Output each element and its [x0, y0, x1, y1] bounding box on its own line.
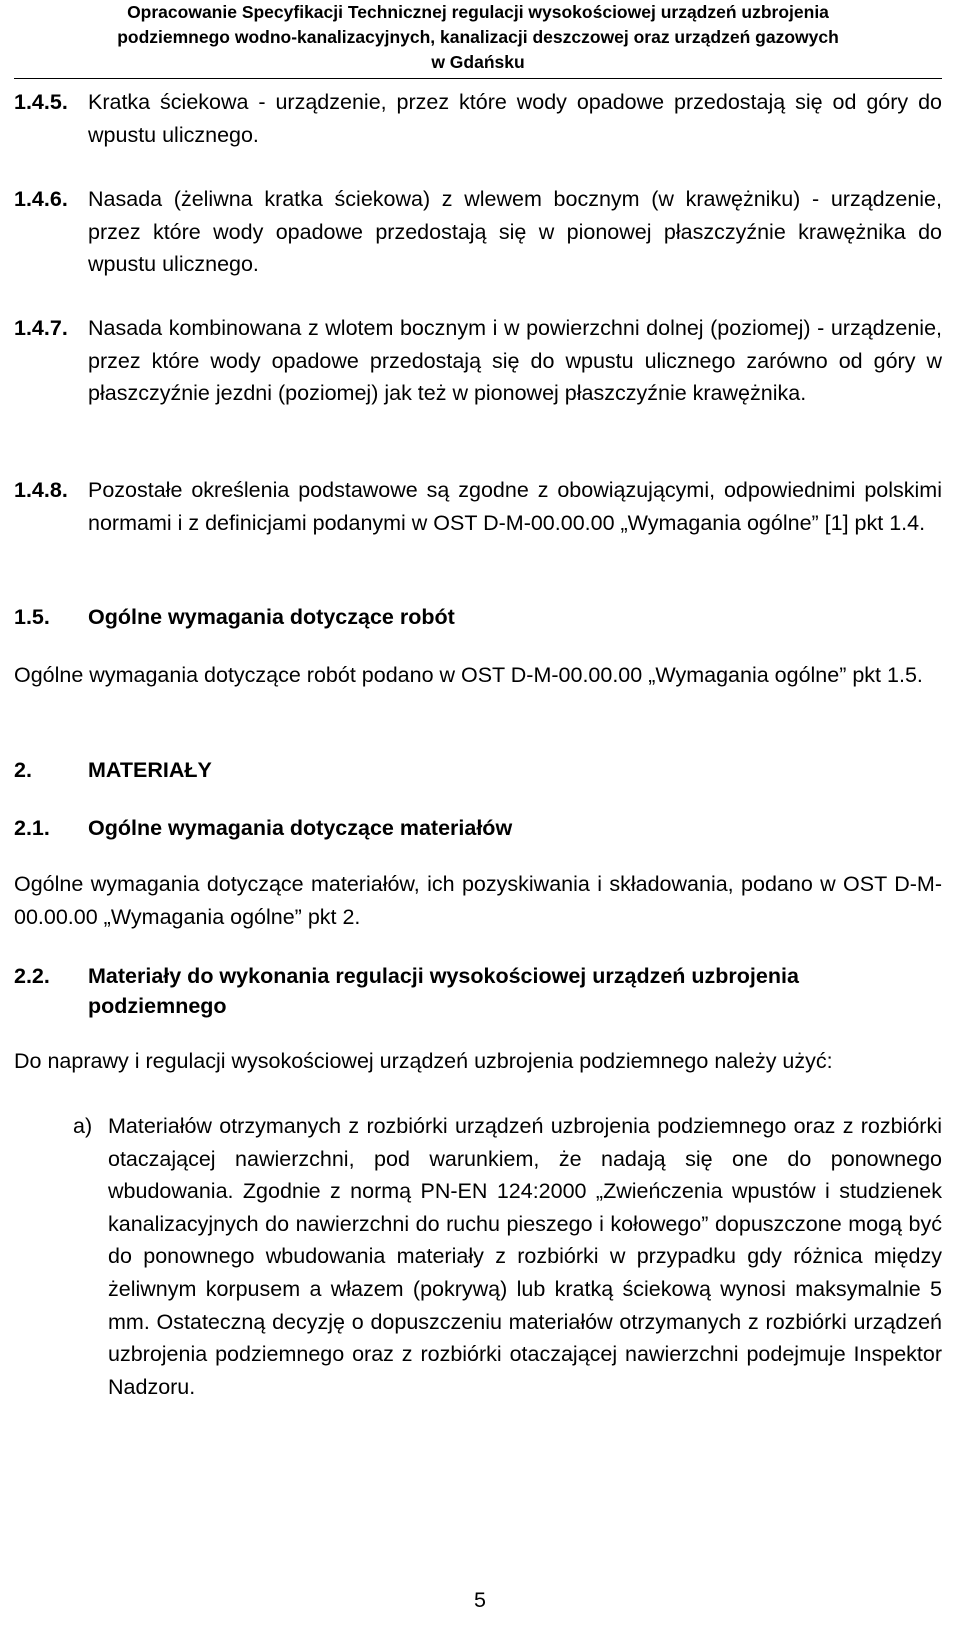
definition-text: Nasada kombinowana z wlotem bocznym i w powierzchni dolnej (poziomej) - urządzenie, przez które wody opadowe przedostają się do wpustu ulicznego zarówno od góry w płaszczyźnie jezdni (poziomej) jak też w pionowej płaszczyźnie krawężnika. — [88, 316, 942, 406]
section-number: 2. — [14, 758, 32, 782]
section-heading-1-5 — [14, 602, 942, 632]
section-title: Materiały do wykonania regulacji wysokościowej urządzeń uzbrojenia podziemnego — [88, 964, 799, 1018]
definition-number: 1.4.7. — [14, 316, 68, 340]
page-number: 5 — [474, 1588, 486, 1612]
section-number: 2.1. — [14, 816, 50, 840]
section-body-1-5: Ogólne wymagania dotyczące robót podano w OST D-M-00.00.00 „Wymagania ogólne” pkt 1.5. — [14, 663, 923, 687]
definition-1-4-6 — [14, 183, 942, 281]
definition-text: Pozostałe określenia podstawowe są zgodne z obowiązującymi, odpowiednimi polskimi normami i z definicjami podanymi w OST D-M-00.00.00 „Wymagania ogólne” [1] pkt 1.4. — [88, 478, 942, 535]
section-heading-2-2 — [14, 961, 942, 1021]
page-header — [14, 0, 942, 75]
section-body-2-2: Do naprawy i regulacji wysokościowej urządzeń uzbrojenia podziemnego należy użyć: — [14, 1049, 833, 1073]
section-title: Ogólne wymagania dotyczące robót — [88, 605, 455, 629]
header-line-3: w Gdańsku — [431, 52, 525, 72]
header-line-2: podziemnego wodno-kanalizacyjnych, kanalizacji deszczowej oraz urządzeń gazowych — [117, 27, 839, 47]
definition-1-4-8 — [14, 474, 942, 539]
list-item — [73, 1110, 942, 1403]
header-divider — [14, 78, 942, 79]
list-marker: a) — [73, 1114, 93, 1138]
list-item-text: Materiałów otrzymanych z rozbiórki urządzeń uzbrojenia podziemnego oraz z rozbiórki otaczającej nawierzchni, pod warunkiem, że nadają się one do ponownego wbudowania. Zgodnie z normą PN-EN 124:2000 „Zwieńczenia wpustów i studzienek kanalizacyjnych do nawierzchni do ruchu pieszego i kołowego” dopuszczone mogą być do ponownego wbudowania materiały z rozbiórki w przypadku gdy różnica między żeliwnym korpusem a włazem (pokrywą) lub kratką ściekową wynosi maksymalnie 5 mm. Ostateczną decyzję o dopuszczeniu materiałów otrzymanych z rozbiórki urządzeń uzbrojenia podziemnego oraz z rozbiórki otaczającej nawierzchni podejmuje Inspektor Nadzoru. — [108, 1114, 942, 1399]
section-number: 2.2. — [14, 964, 50, 988]
section-heading-2 — [14, 755, 942, 785]
definition-number: 1.4.8. — [14, 478, 68, 502]
definition-1-4-5 — [14, 86, 942, 151]
definition-text: Nasada (żeliwna kratka ściekowa) z wlewem bocznym (w krawężniku) - urządzenie, przez które wody opadowe przedostają się w pionowej płaszczyźnie krawężnika do wpustu ulicznego. — [88, 187, 942, 277]
definition-number: 1.4.6. — [14, 187, 68, 211]
header-line-1: Opracowanie Specyfikacji Technicznej regulacji wysokościowej urządzeń uzbrojenia — [127, 2, 829, 22]
definition-1-4-7 — [14, 312, 942, 410]
section-title: Ogólne wymagania dotyczące materiałów — [88, 816, 513, 840]
definition-number: 1.4.5. — [14, 90, 68, 114]
definition-text: Kratka ściekowa - urządzenie, przez które wody opadowe przedostają się od góry do wpustu ulicznego. — [88, 90, 942, 147]
section-number: 1.5. — [14, 605, 50, 629]
section-heading-2-1 — [14, 813, 942, 843]
section-body-2-1: Ogólne wymagania dotyczące materiałów, ich pozyskiwania i składowania, podano w OST D-M-00.00.00 „Wymagania ogólne” pkt 2. — [14, 872, 942, 929]
section-title: MATERIAŁY — [88, 758, 212, 782]
